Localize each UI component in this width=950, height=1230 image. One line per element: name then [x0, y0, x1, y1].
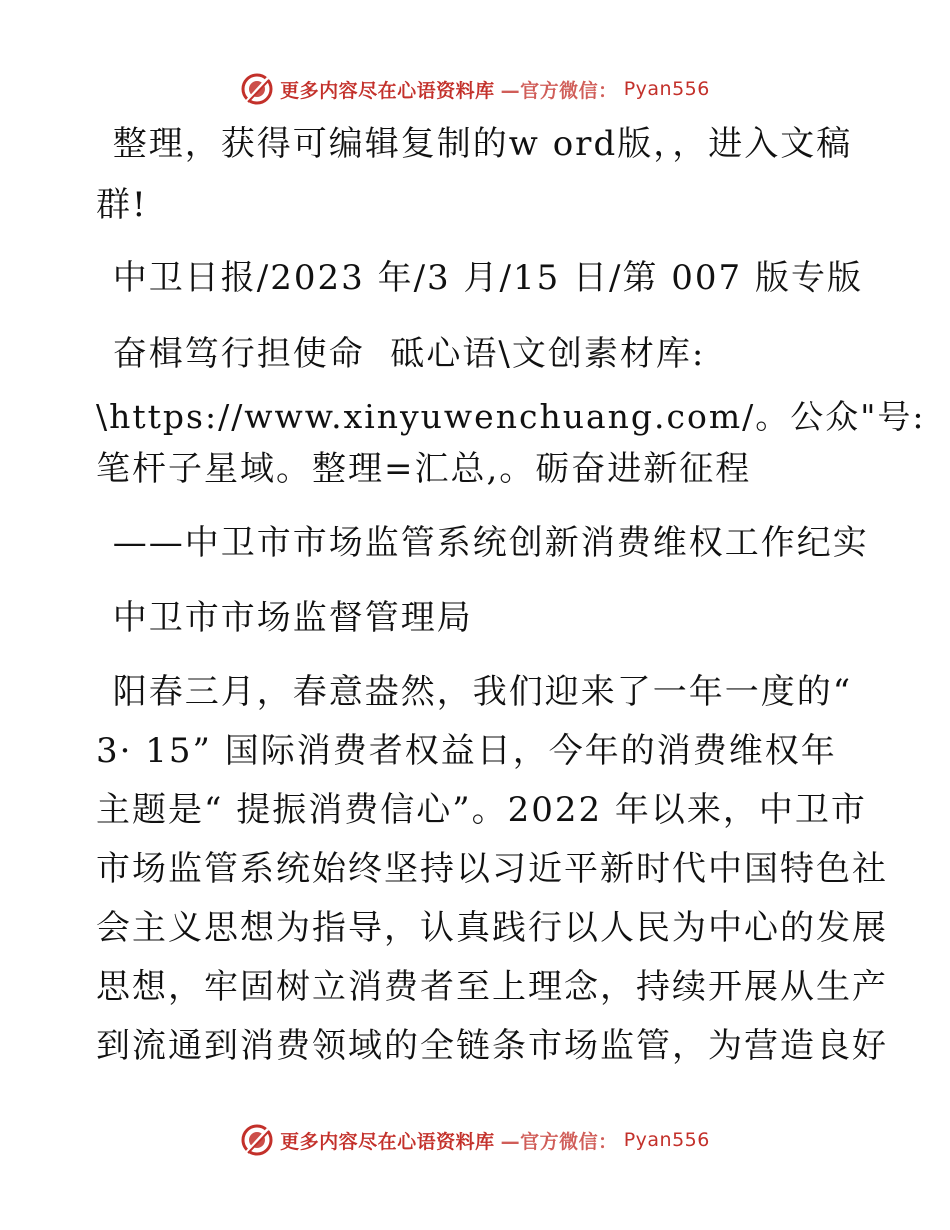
article-subtitle: ——中卫市市场监管系统创新消费维权工作纪实 — [100, 523, 869, 563]
paragraph-line-7: 到流通到消费领域的全链条市场监管，为营造良好 — [96, 1026, 888, 1066]
seal-pen-icon — [240, 72, 274, 106]
paragraph-line-2: 3· 15” 国际消费者权益日，今年的消费维权年 — [96, 731, 837, 771]
banner-wechat-id: Pyan556 — [623, 1129, 710, 1151]
body-line-6: 笔杆子星域。整理=汇总,。砺奋进新征程 — [96, 449, 752, 489]
banner-separator-text: —官方微信： — [500, 79, 618, 102]
paragraph-line-6: 思想，牢固树立消费者至上理念，持续开展从生产 — [96, 967, 888, 1007]
header-watermark-banner — [0, 69, 950, 109]
article-author: 中卫市市场监督管理局 — [100, 598, 473, 638]
footer-watermark-banner — [0, 1120, 950, 1160]
banner-wechat-id: Pyan556 — [623, 78, 710, 100]
seal-pen-icon — [240, 1123, 274, 1157]
paragraph-line-5: 会主义思想为指导，认真践行以人民为中心的发展 — [96, 908, 888, 948]
banner-main-text: 更多内容尽在心语资料库 — [280, 79, 495, 102]
paragraph-line-4: 市场监管系统始终坚持以习近平新时代中国特色社 — [96, 849, 888, 889]
paragraph-line-3: 主题是“ 提振消费信心”。2022 年以来，中卫市 — [96, 790, 867, 830]
body-line-2: 群! — [96, 185, 148, 225]
body-line-1: 整理，获得可编辑复制的w ord版，，进入文稿 — [100, 124, 853, 164]
body-line-5: \https://www.xinyuwenchuang.com/。公众"号: — [96, 397, 926, 436]
banner-separator-text: —官方微信： — [500, 1130, 618, 1153]
body-line-4: 奋楫笃行担使命 砥心语\文创素材库: — [100, 334, 706, 374]
paragraph-line-1: 阳春三月，春意盎然，我们迎来了一年一度的“ — [100, 672, 853, 712]
banner-main-text: 更多内容尽在心语资料库 — [280, 1130, 495, 1153]
dateline: 中卫日报/2023 年/3 月/15 日/第 007 版专版 — [100, 258, 863, 298]
